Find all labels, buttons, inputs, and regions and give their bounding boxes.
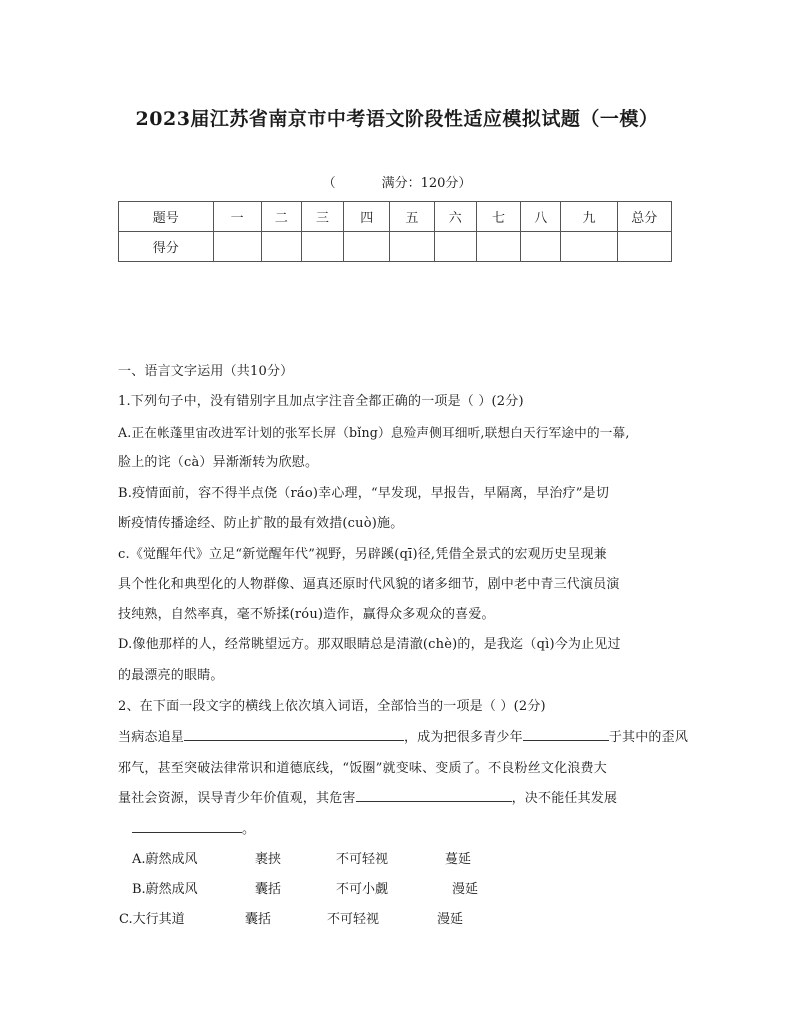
score-input-cell[interactable]	[521, 232, 561, 262]
table-cell: 总分	[617, 202, 671, 232]
q2-text: 于其中的歪风	[608, 730, 689, 745]
table-cell: 八	[521, 202, 561, 232]
table-cell: 三	[301, 202, 343, 232]
score-input-cell[interactable]	[434, 232, 476, 262]
score-input-cell[interactable]	[213, 232, 261, 262]
option-word: B.蔚然成风	[132, 882, 198, 897]
option-word: 蔓延	[445, 852, 472, 867]
fill-blank-4[interactable]	[132, 818, 242, 833]
q2-passage-line4	[132, 818, 255, 837]
table-cell: 六	[434, 202, 476, 232]
score-table-header-row	[119, 202, 672, 232]
q1-option-b-line1: B.疫情面前，容不得半点侥（ráo)幸心理，“早发现，早报告，早隔离，早治疗”是切	[118, 486, 610, 501]
q1-option-d-line2: 的最漂亮的眼睛。	[118, 668, 224, 683]
option-word: 漫延	[437, 912, 464, 927]
table-cell: 得分	[119, 232, 214, 262]
q1-option-a-line1: A.正在帐蓬里宙改进军计划的张军长屏（bǐng）息殓声侧耳细听,联想白天行军途中的一幕,	[118, 425, 630, 440]
table-cell: 七	[476, 202, 520, 232]
score-input-cell[interactable]	[301, 232, 343, 262]
fill-blank-1[interactable]	[184, 726, 404, 741]
section-heading: 一、语言文字运用（共10分）	[118, 364, 294, 379]
table-cell: 题号	[119, 202, 214, 232]
score-input-cell[interactable]	[617, 232, 671, 262]
q1-option-c-line2: 具个性化和典型化的人物群像、逼真还原时代风貌的诸多细节，剧中老中青三代演员演	[118, 577, 620, 592]
q2-text: 。	[242, 822, 256, 837]
q2-text: ，成为把很多青少年	[404, 730, 523, 745]
table-cell: 四	[344, 202, 390, 232]
q2-text: 量社会资源，误导青少年价值观，其危害	[118, 791, 356, 806]
q2-passage-line3	[118, 787, 617, 806]
option-word: 不可轻视	[327, 912, 380, 927]
question-1-stem: 1.下列句子中，没有错别字且加点字注音全都正确的一项是（ ）(2分)	[118, 394, 524, 409]
q1-option-c-line3: 技纯熟，自然率真，毫不矫揉(róu)造作，赢得众多观众的喜爱。	[118, 607, 495, 622]
option-word: 不可小觑	[336, 882, 389, 897]
option-word: C.大行其道	[119, 912, 185, 927]
score-input-cell[interactable]	[261, 232, 301, 262]
q1-option-d-line1: D.像他那样的人，经常眺望远方。那双眼睛总是清澈(chè)的，是我迄（qì)今为止见过	[118, 637, 621, 652]
table-cell: 一	[213, 202, 261, 232]
q2-text: ，决不能任其发展	[511, 791, 618, 806]
score-input-cell[interactable]	[476, 232, 520, 262]
option-word: A.蔚然成风	[132, 852, 198, 867]
page-title: 2023届江苏省南京市中考语文阶段性适应模拟试题（一模）	[135, 108, 659, 130]
option-word: 漫延	[452, 882, 479, 897]
option-word: 囊括	[245, 912, 272, 927]
score-input-cell[interactable]	[344, 232, 390, 262]
question-2-stem: 2、在下面一段文字的横线上依次填入词语，全部恰当的一项是（ ）(2分)	[118, 699, 546, 714]
q1-option-b-line2: 断疫情传播途经、防止扩散的最有效措(cuò)施。	[118, 516, 404, 531]
fill-blank-3[interactable]	[356, 787, 512, 802]
score-table-score-row	[119, 232, 672, 262]
score-input-cell[interactable]	[390, 232, 434, 262]
score-table	[118, 201, 672, 262]
option-word: 不可轻视	[336, 852, 389, 867]
q2-text: 当病态追星	[118, 730, 185, 745]
option-word: 裹挟	[255, 852, 282, 867]
table-cell: 二	[261, 202, 301, 232]
full-score-line	[0, 172, 794, 191]
q2-passage-line2: 邪气，甚至突破法律常识和道德底线，“饭圈”就变味、变质了。不良粉丝文化浪费大	[118, 761, 607, 776]
fill-blank-2[interactable]	[523, 726, 609, 741]
table-cell: 五	[390, 202, 434, 232]
q1-option-a-line2: 脸上的诧（cà）异渐渐转为欣慰。	[118, 455, 319, 470]
q1-option-c-line1: c.《觉醒年代》立足“新觉醒年代”视野，另辟蹊(qī)径,凭借全景式的宏观历史呈现兼	[118, 547, 607, 562]
score-input-cell[interactable]	[561, 232, 617, 262]
option-word: 囊括	[255, 882, 282, 897]
q2-passage-line1	[118, 726, 688, 745]
score-open-paren: （	[322, 176, 336, 191]
table-cell: 九	[561, 202, 617, 232]
full-score-text: 满分：120分）	[381, 176, 472, 191]
